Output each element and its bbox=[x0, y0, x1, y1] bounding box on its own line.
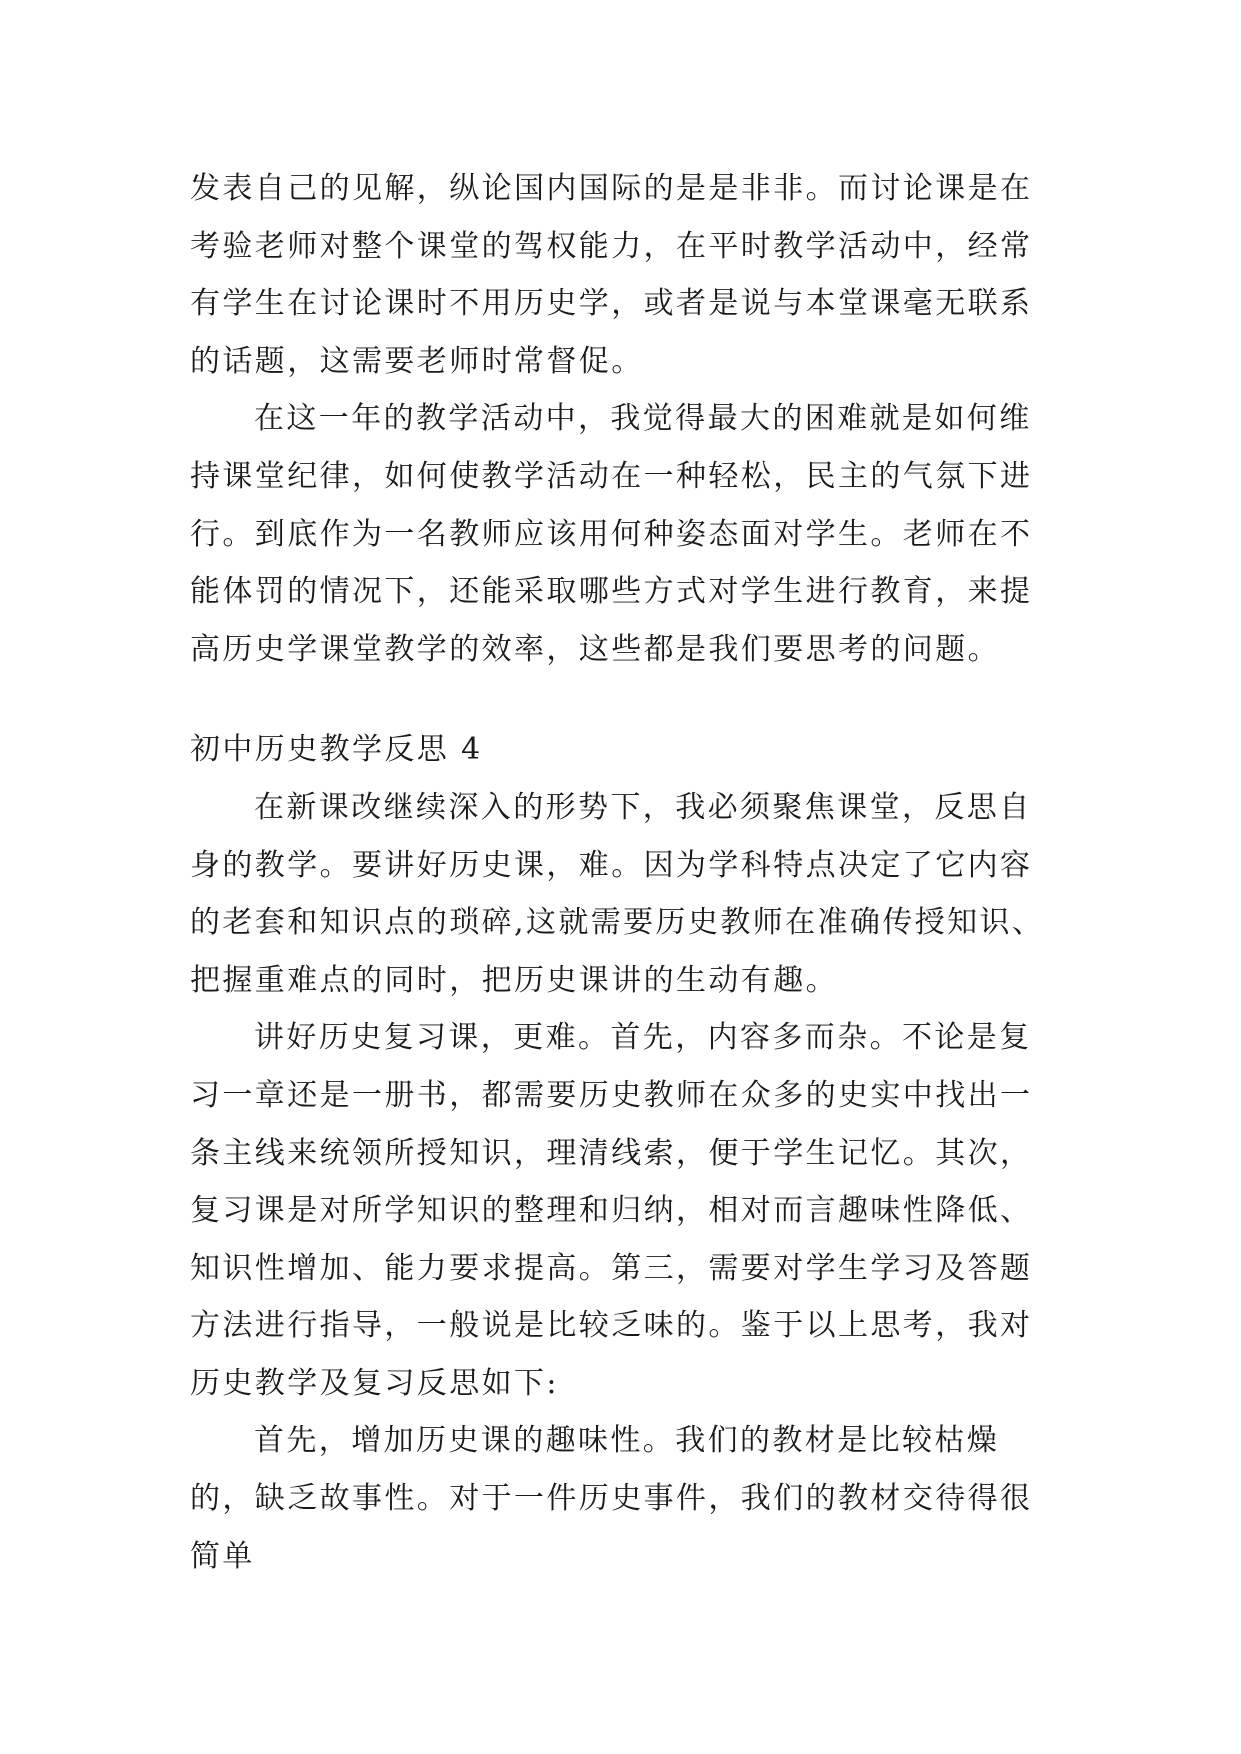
paragraph-continued: 发表自己的见解，纵论国内国际的是是非非。而讨论课是在考验老师对整个课堂的驾权能力，在平时教学活动中，经常有学生在讨论课时不用历史学，或者是说与本堂课毫无联系的话题，这需要老师时常督促。 bbox=[190, 171, 1033, 379]
paragraph-review-lessons: 讲好历史复习课，更难。首先，内容多而杂。不论是复习一章还是一册书，都需要历史教师在众多的史实中找出一条主线来统领所授知识，理清线索，便于学生记忆。其次，复习课是对所学知识的整理和归纳，相对而言趣味性降低、知识性增加、能力要求提高。第三，需要对学生学习及答题方法进行指导，一般说是比较乏味的。鉴于以上思考，我对历史教学及复习反思如下: bbox=[190, 1020, 1033, 1401]
paragraph-interest: 首先，增加历史课的趣味性。我们的教材是比较枯燥的，缺乏故事性。对于一件历史事件，我们的教材交待得很简单 bbox=[190, 1423, 1033, 1574]
paragraph-new-curriculum: 在新课改继续深入的形势下，我必须聚焦课堂，反思自身的教学。要讲好历史课，难。因为学科特点决定了它内容的老套和知识点的琐碎,这就需要历史教师在准确传授知识、把握重难点的同时，把历史课讲的生动有趣。 bbox=[190, 789, 1045, 998]
document-body bbox=[190, 160, 1050, 1585]
paragraph-classroom-discipline: 在这一年的教学活动中，我觉得最大的困难就是如何维持课堂纪律，如何使教学活动在一种轻松，民主的气氛下进行。到底作为一名教师应该用何种姿态面对学生。老师在不能体罚的情况下，还能采取哪些方式对学生进行教育，来提高历史学课堂教学的效率，这些都是我们要思考的问题。 bbox=[190, 401, 1033, 667]
section-heading: 初中历史教学反思 4 bbox=[190, 732, 483, 768]
